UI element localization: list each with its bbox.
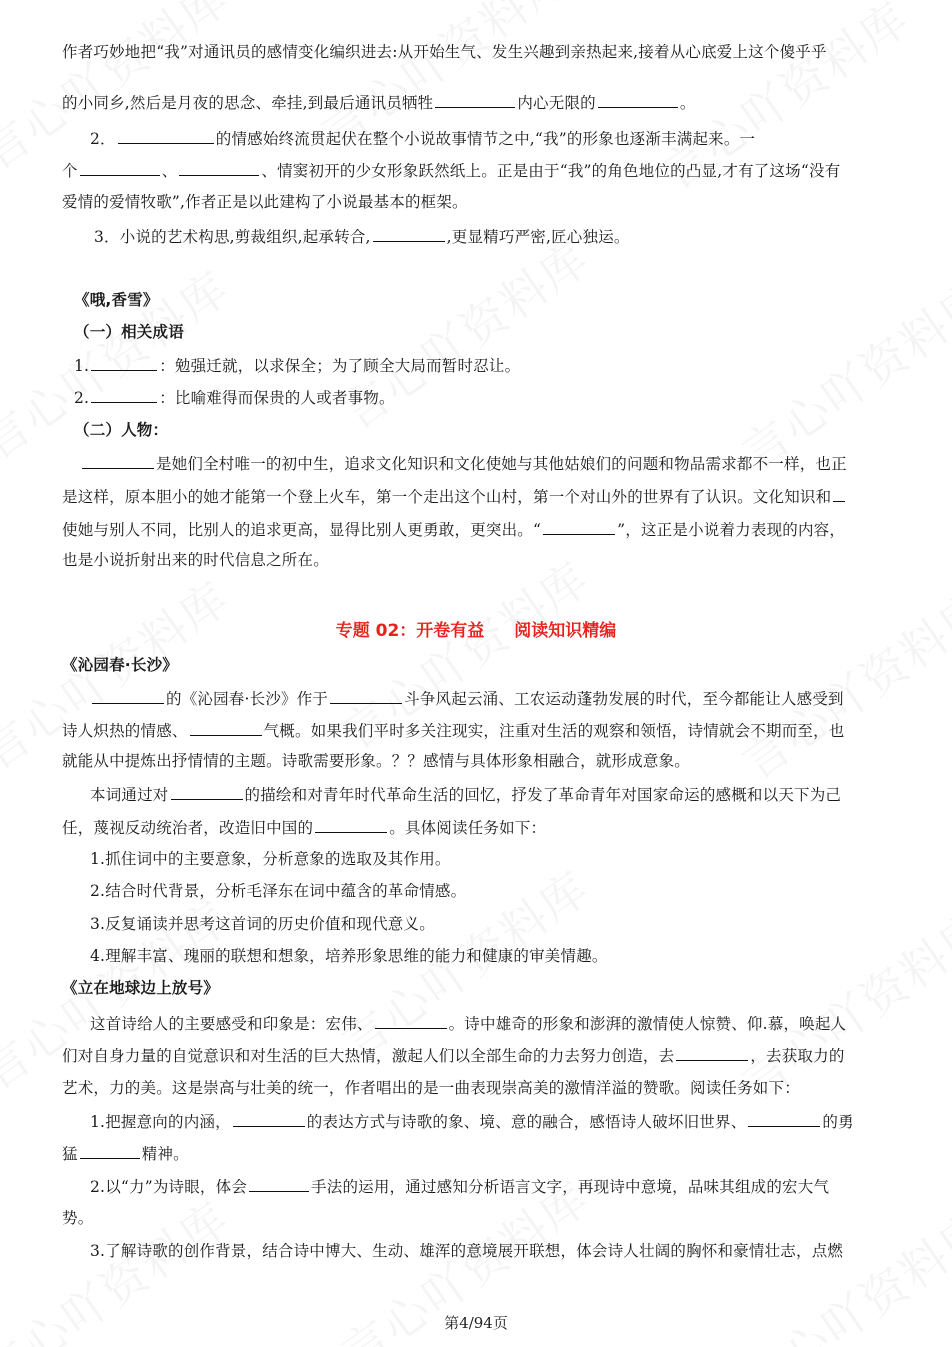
paragraph-line: 本词通过对 的描绘和对青年时代革命生活的回忆，抒发了革命青年对国家命运的感概和以天下为己 [90, 786, 842, 804]
paragraph-line: 使她与别人不同，比别人的追求更高，显得比别人更勇敢，更突出。“ ”，这正是小说着力表现的内容， [62, 521, 846, 539]
fill-blank[interactable] [80, 1143, 140, 1159]
list-item-3: 3．小说的艺术构思,剪裁组织,起承转合, ,更显精巧严密,匠心独运。 [94, 228, 630, 246]
fill-blank[interactable] [748, 1111, 820, 1127]
section-heading: 《沁园春·长沙》 [62, 656, 178, 674]
task-item: 4.理解丰富、瑰丽的联想和想象，培养形象思维的能力和健康的审美情趣。 [90, 947, 608, 965]
fill-blank[interactable] [375, 1013, 447, 1029]
paragraph-line: 个 、 、情窦初开的少女形象跃然纸上。正是由于“我”的角色地位的凸显,才有了这场“没有 [62, 162, 841, 180]
paragraph-line: 就能从中提炼出抒情情的主题。诗歌需要形象。？？感情与具体形象相融合，就形成意象。 [62, 752, 691, 770]
fill-blank[interactable] [171, 784, 243, 800]
task-item: 3.反复诵读并思考这首词的历史价值和现代意义。 [90, 915, 435, 933]
fill-blank[interactable] [233, 1111, 305, 1127]
subsection-heading: （一）相关成语 [74, 323, 184, 341]
fill-blank[interactable] [676, 1045, 748, 1061]
task-item: 3.了解诗歌的创作背景，结合诗中博大、生动、雄浑的意境展开联想，体会诗人壮阔的胸怀和豪情壮志，点燃 [90, 1242, 844, 1260]
task-item: 2.结合时代背景，分析毛泽东在词中蕴含的革命情感。 [90, 882, 467, 900]
paragraph-line: 任，蔑视反动统治者，改造旧中国的 。具体阅读任务如下： [62, 819, 547, 837]
paragraph-line: 是这样，原本胆小的她才能第一个登上火车，第一个走出这个山村，第一个对山外的世界有了认识。文化知识和 [62, 486, 894, 507]
fill-blank[interactable] [80, 160, 160, 176]
paragraph-line: 们对自身力量的自觉意识和对生活的巨大热情，激起人们以全部生命的力去努力创造，去 ，去获取力的 [62, 1047, 845, 1065]
section-heading: 《哦,香雪》 [74, 291, 159, 309]
list-item-2: 2． 的情感始终流贯起伏在整个小说故事情节之中,“我”的形象也逐渐丰满起来。一 [90, 130, 756, 148]
paragraph-line: 艺术，力的美。这是崇高与壮美的统一，作者唱出的是一曲表现崇高美的激情洋溢的赞歌。阅读任务如下： [62, 1079, 800, 1097]
task-item: 1.把握意向的内涵， 的表达方式与诗歌的象、境、意的融合，感悟诗人破坏旧世界、 的勇 [90, 1113, 854, 1131]
fill-blank[interactable] [315, 817, 387, 833]
fill-blank[interactable] [833, 486, 845, 502]
section-heading: 《立在地球边上放号》 [62, 979, 220, 997]
fill-blank[interactable] [91, 387, 157, 403]
fill-blank[interactable] [118, 128, 214, 144]
task-item: 2.以“力”为诗眼，体会 手法的运用，通过感知分析语言文字，再现诗中意境，品味其组成的宏大气 [90, 1178, 830, 1196]
fill-blank[interactable] [91, 355, 157, 371]
paragraph-line: 的《沁园春·长沙》作于 斗争风起云涌、工农运动蓬勃发展的时代，至今都能让人感受到 [90, 688, 922, 709]
fill-blank[interactable] [249, 1176, 309, 1192]
fill-blank[interactable] [373, 226, 445, 242]
paragraph-line: 诗人炽热的情感、 气概。如果我们平时多关注现实，注重对生活的观察和领悟，诗情就会不期而至，也 [62, 722, 845, 740]
fill-blank[interactable] [543, 519, 615, 535]
idiom-item: 1. ：勉强迁就，以求保全；为了顾全大局而暂时忍让。 [74, 357, 521, 375]
page-number: 第4/94页 [444, 1314, 508, 1332]
fill-blank[interactable] [598, 92, 678, 108]
fill-blank[interactable] [190, 720, 262, 736]
paragraph-line: 势。 [62, 1209, 94, 1227]
fill-blank[interactable] [179, 160, 259, 176]
task-item: 1.抓住词中的主要意象，分析意象的选取及其作用。 [90, 850, 451, 868]
paragraph-line: 也是小说折射出来的时代信息之所在。 [62, 551, 329, 569]
fill-blank[interactable] [82, 453, 154, 469]
fill-blank[interactable] [435, 92, 515, 108]
fill-blank[interactable] [92, 688, 164, 704]
topic-title: 专题 02：开卷有益 阅读知识精编 [335, 621, 617, 641]
paragraph-line: 作者巧妙地把“我”对通讯员的感情变化编织进去:从开始生气、发生兴趣到亲热起来,接着从心底爱上这个傻乎乎 [62, 43, 827, 61]
idiom-item: 2. ：比喻难得而保贵的人或者事物。 [74, 389, 395, 407]
paragraph-line: 是她们全村唯一的初中生，追求文化知识和文化使她与其他姑娘们的问题和物品需求都不一样，也正 [80, 453, 912, 474]
paragraph-line: 爱情的爱情牧歌”,作者正是以此建构了小说最基本的框架。 [62, 193, 468, 211]
paragraph-line: 猛 精神。 [62, 1145, 189, 1163]
paragraph-line: 这首诗给人的主要感受和印象是：宏伟、 。诗中雄奇的形象和澎湃的激情使人惊赞、仰.慕，唤起人 [90, 1015, 847, 1033]
fill-blank[interactable] [330, 688, 402, 704]
subsection-heading: （二）人物： [74, 421, 169, 439]
paragraph-line: 的小同乡,然后是月夜的思念、牵挂,到最后通讯员牺牲 内心无限的 。 [62, 94, 696, 112]
